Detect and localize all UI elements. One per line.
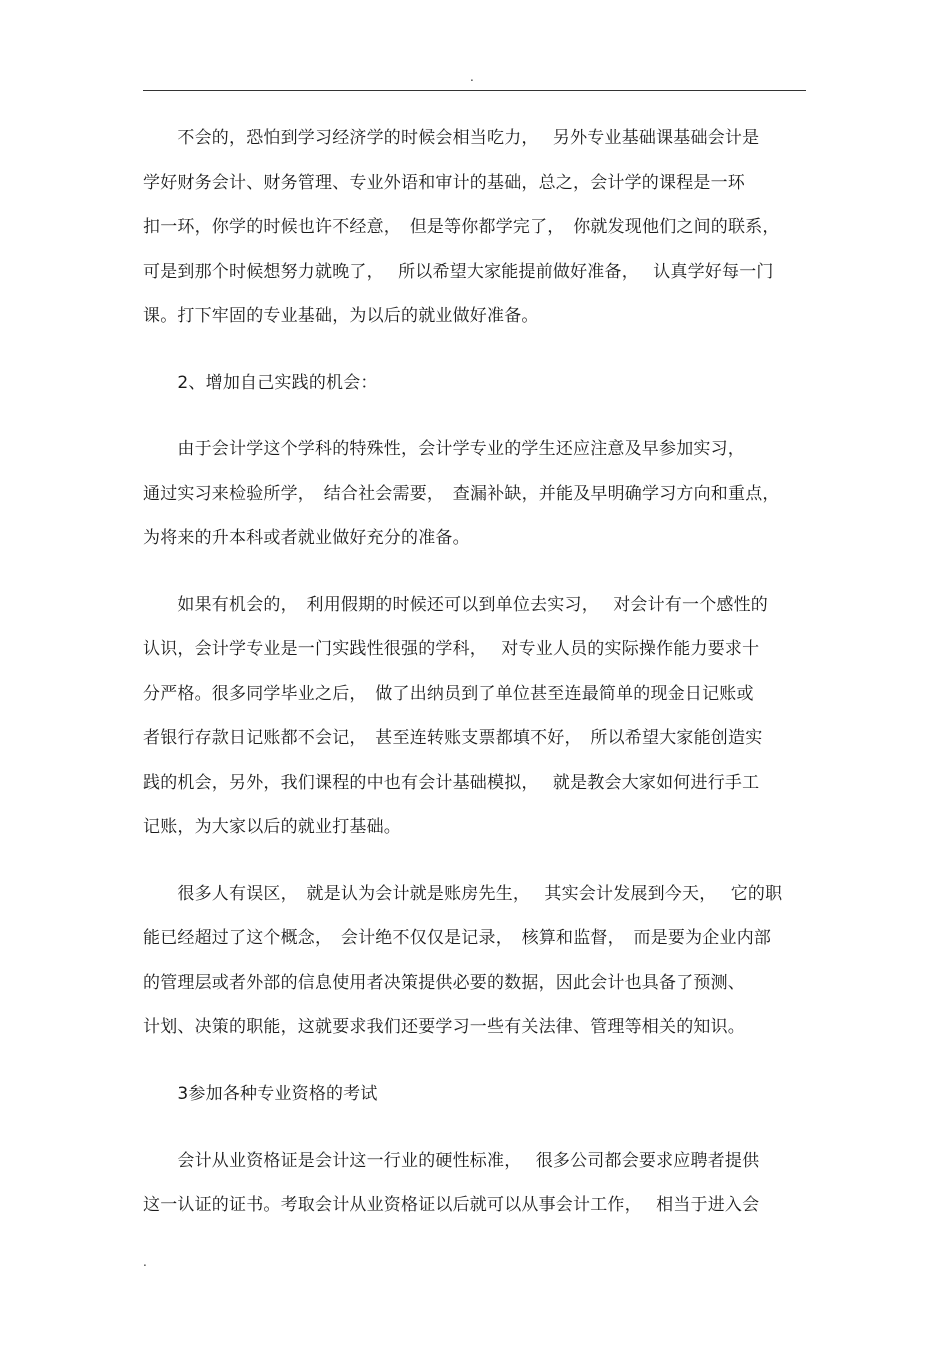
section-heading: 3参加各种专业资格的考试 [143, 1084, 378, 1104]
text-line: 学好财务会计、财务管理、专业外语和审计的基础，总之，会计学的课程是一环 [143, 173, 745, 193]
section-heading: 2、增加自己实践的机会： [143, 373, 378, 393]
text-line: 分严格。很多同学毕业之后， 做了出纳员到了单位甚至连最简单的现金日记账或 [143, 684, 754, 704]
header-rule [143, 90, 806, 91]
text-line: 通过实习来检验所学， 结合社会需要， 查漏补缺，并能及早明确学习方向和重点， [143, 484, 780, 504]
text-line: 课。打下牢固的专业基础，为以后的就业做好准备。 [143, 306, 539, 326]
text-line: 的管理层或者外部的信息使用者决策提供必要的数据，因此会计也具备了预测、 [143, 973, 745, 993]
footer-dot: . [143, 1255, 147, 1269]
header-dot: . [470, 70, 474, 84]
text-line: 为将来的升本科或者就业做好充分的准备。 [143, 528, 470, 548]
text-line: 这一认证的证书。考取会计从业资格证以后就可以从事会计工作， 相当于进入会 [143, 1195, 760, 1215]
text-line: 能已经超过了这个概念， 会计绝不仅仅是记录， 核算和监督， 而是要为企业内部 [143, 928, 772, 948]
text-line: 者银行存款日记账都不会记， 甚至连转账支票都填不好， 所以希望大家能创造实 [143, 728, 763, 748]
text-line: 很多人有误区， 就是认为会计就是账房先生， 其实会计发展到今天， 它的职 [143, 884, 783, 904]
text-line: 计划、决策的职能，这就要求我们还要学习一些有关法律、管理等相关的知识。 [143, 1017, 745, 1037]
text-line: 可是到那个时候想努力就晚了， 所以希望大家能提前做好准备， 认真学好每一门 [143, 262, 774, 282]
text-line: 由于会计学这个学科的特殊性，会计学专业的学生还应注意及早参加实习， [143, 439, 745, 459]
text-line: 会计从业资格证是会计这一行业的硬性标准， 很多公司都会要求应聘者提供 [143, 1151, 760, 1171]
text-line: 记账，为大家以后的就业打基础。 [143, 817, 401, 837]
text-line: 认识，会计学专业是一门实践性很强的学科， 对专业人员的实际操作能力要求十 [143, 639, 760, 659]
text-line: 扣一环，你学的时候也许不经意， 但是等你都学完了， 你就发现他们之间的联系， [143, 217, 780, 237]
text-line: 不会的，恐怕到学习经济学的时候会相当吃力， 另外专业基础课基础会计是 [143, 128, 760, 148]
text-line: 践的机会，另外，我们课程的中也有会计基础模拟， 就是教会大家如何进行手工 [143, 773, 760, 793]
text-line: 如果有机会的， 利用假期的时候还可以到单位去实习， 对会计有一个感性的 [143, 595, 769, 615]
